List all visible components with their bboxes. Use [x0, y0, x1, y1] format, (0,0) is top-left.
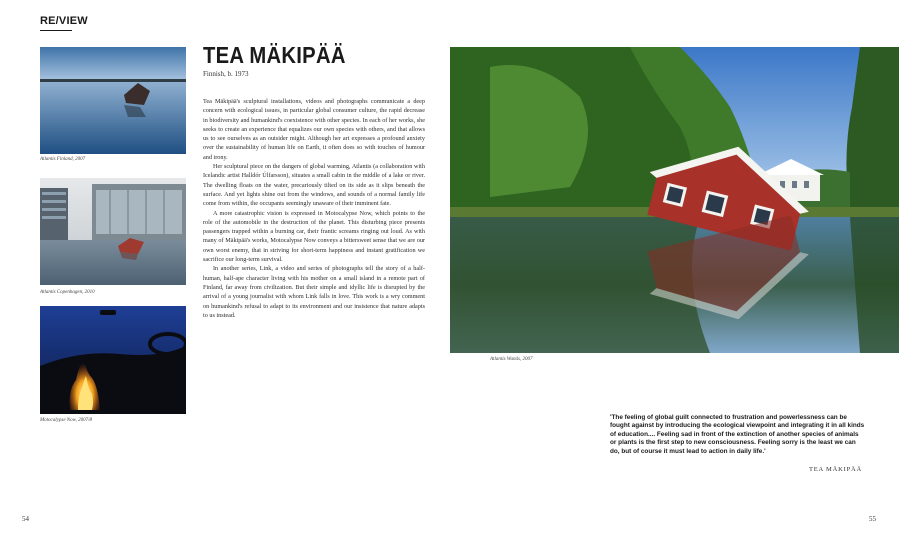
photo-atlantis-finland: [40, 47, 186, 154]
photo-motocalypse-now: [40, 306, 186, 414]
magazine-name: RE/VIEW: [40, 15, 88, 27]
right-page-number: 55: [869, 515, 876, 523]
photo-atlantis-wanas: [450, 47, 899, 353]
article-title: TEA MÄKIPÄÄ: [203, 42, 346, 68]
magazine-section-label: [40, 15, 88, 27]
article-paragraph: In another series, Link, a video and series of photographs tell the story of a half-human, half-ape character living with his mother on a small island in a remote part of Finland, far away from civilization. But their simple and idyllic life is disrupted by the arrival of a young journalist with whom Link falls in love. This work is a wry comment on humankind's refusal to adapt to its environment and our insistence that nature adapts to us instead.: [203, 265, 425, 319]
caption-atlantis-finland: Atlantis Finland, 2007: [40, 157, 86, 162]
left-page-number: 54: [22, 515, 29, 523]
article-subtitle: Finnish, b. 1973: [203, 70, 249, 78]
quote-attribution: TEA MÄKIPÄÄ: [808, 466, 862, 473]
photo-atlantis-copenhagen: [40, 178, 186, 285]
caption-motocalypse-now: Motocalypse Now, 2007/8: [40, 418, 92, 423]
caption-atlantis-copenhagen: Atlantis Copenhagen, 2010: [40, 290, 95, 295]
article-paragraph: Tea Mäkipää's sculptural installations, videos and photographs communicate a deep concern with ecological issues, in particular global consumer culture, the rapid decrease in biodiversity and humankind's coexistence with other species. In each of her works, she seeks to create an experience that equalizes our own species with others, and that allows us to see ourselves as an outsider might. Although her art expresses a profound anxiety over the sustainability of human life on Earth, it often does so with touches of humour and irony.: [203, 98, 425, 161]
label-underline: [40, 30, 72, 31]
pull-quote: 'The feeling of global guilt connected to frustration and powerlessness can be fought against by introducing the ecological viewpoint and integrating it in all kinds of education.... Feeling sad in front of the extinction of another species of animals or plants is the first step to new consciousness. Feeling sorry is the least we can do, but of course it must lead to action in daily life.': [610, 414, 865, 455]
caption-atlantis-wanas: Atlantis Wanås, 2007: [490, 357, 533, 362]
article-paragraph: Her sculptural piece on the dangers of global warming, Atlantis (a collaboration with Icelandic artist Halldór Úlfarsson), situates a small cabin in the middle of a lake or river. The dwelling floats on the water, precariously tilted on its side as it slips beneath the surface. And yet lights shine out from the windows, and sounds of a normal family life come from within, the occupants seemingly unaware of their imminent fate.: [203, 163, 425, 208]
right-page: [450, 0, 900, 543]
article-body: [203, 97, 425, 320]
article-paragraph: A more catastrophic vision is expressed in Motocalypse Now, which points to the role of the automobile in the destruction of the planet. This disturbing piece presents passengers trapped within a burning car, their frantic screams ringing out loud. As with many of Mäkipää's works, Motocalypse Now conveys a bittersweet sense that we are our own worst enemy, that in striving for short-term happiness and instant gratification we sacrifice our long-term survival.: [203, 209, 425, 264]
